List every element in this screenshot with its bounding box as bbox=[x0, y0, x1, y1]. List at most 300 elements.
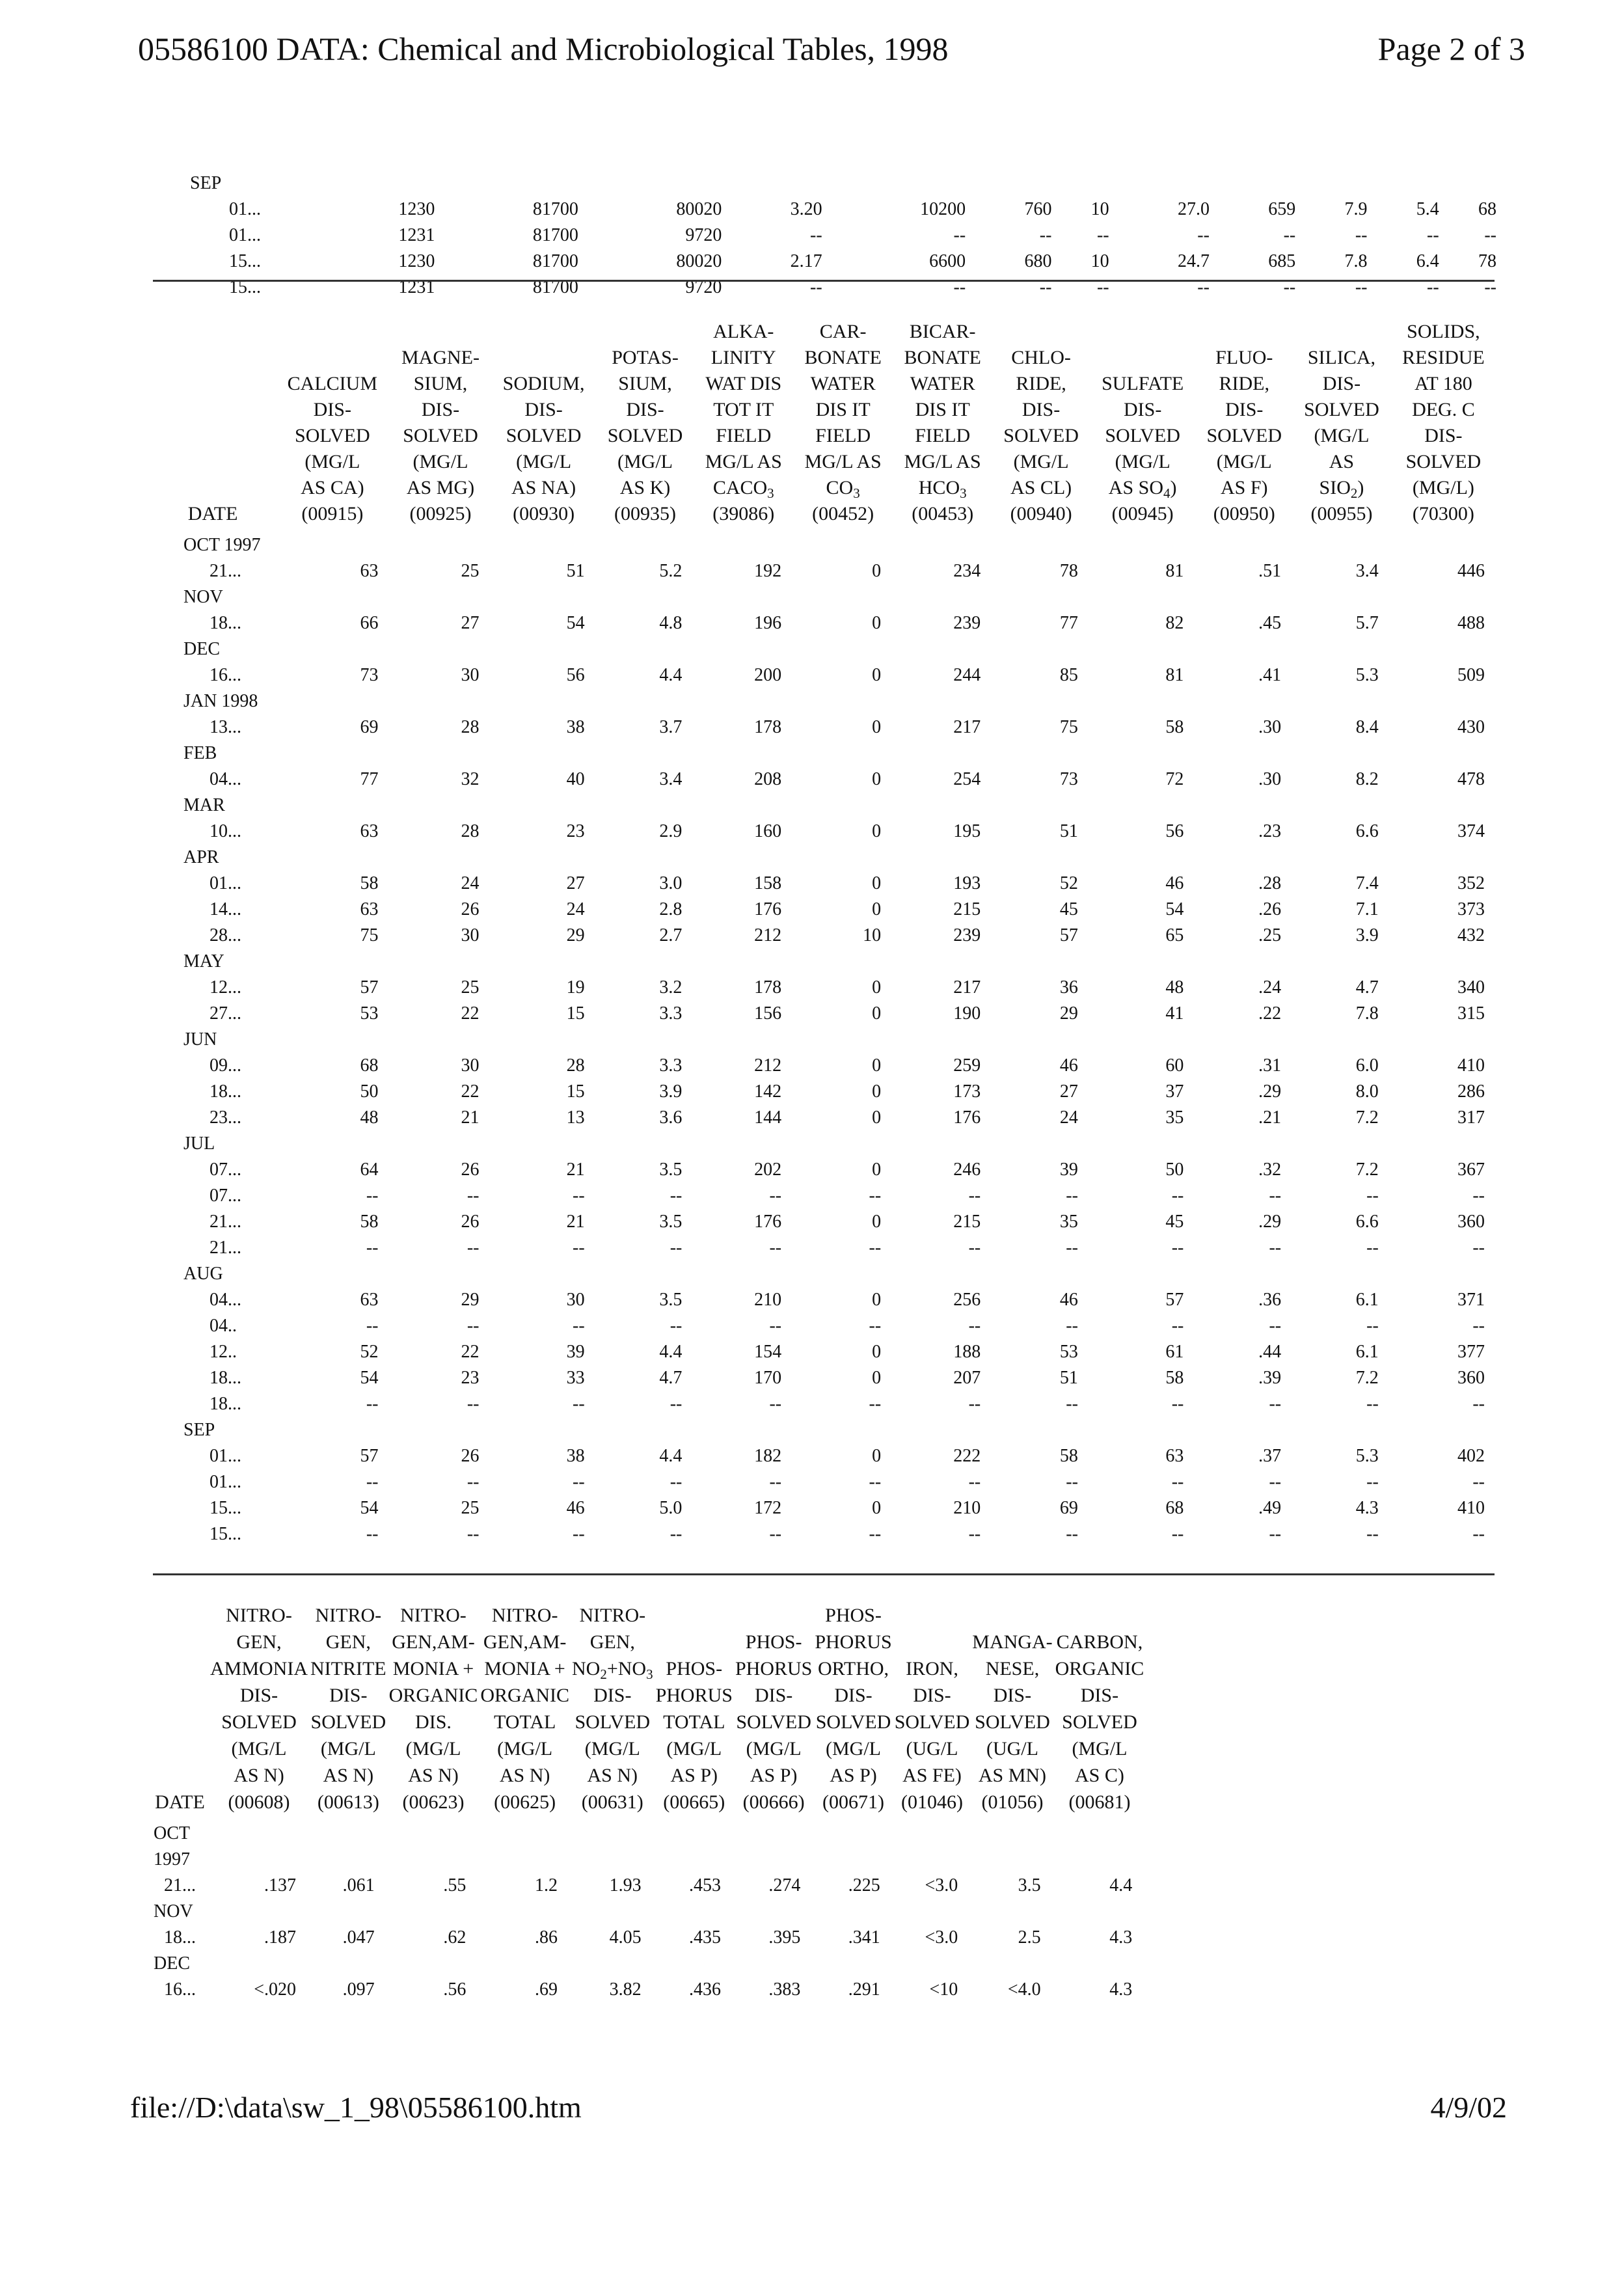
value-cell: -- bbox=[869, 1238, 882, 1258]
value-cell: -- bbox=[1066, 1186, 1078, 1206]
value-cell: <3.0 bbox=[925, 1927, 958, 1948]
column-header bbox=[491, 319, 597, 532]
value-cell: 182 bbox=[754, 1446, 782, 1466]
month-label: FEB bbox=[183, 743, 217, 763]
value-cell: -- bbox=[869, 1472, 882, 1492]
value-cell: .55 bbox=[443, 1875, 467, 1895]
value-cell: .36 bbox=[1258, 1290, 1282, 1310]
date-cell: 18... bbox=[210, 1081, 241, 1102]
value-cell: -- bbox=[1366, 1472, 1379, 1492]
value-cell: 6.4 bbox=[1416, 251, 1439, 271]
value-cell: 51 bbox=[1059, 821, 1078, 841]
value-cell: -- bbox=[1171, 1524, 1184, 1544]
value-cell: 25 bbox=[461, 561, 480, 581]
table-row bbox=[151, 1873, 1145, 1899]
header-line: ALKA- bbox=[713, 321, 774, 342]
month-label: OCT bbox=[154, 1823, 190, 1843]
value-cell: 154 bbox=[754, 1342, 782, 1362]
month-row bbox=[151, 1899, 1145, 1925]
value-cell: 3.5 bbox=[659, 1290, 683, 1310]
header-line: SOLVED bbox=[1003, 425, 1079, 446]
value-cell: 56 bbox=[566, 665, 585, 685]
value-cell: 24 bbox=[566, 899, 585, 919]
value-cell: -- bbox=[670, 1316, 683, 1336]
value-cell: 21 bbox=[566, 1160, 585, 1180]
value-cell: 5.0 bbox=[659, 1498, 683, 1518]
value-cell: .23 bbox=[1258, 821, 1282, 841]
header-line: BONATE bbox=[804, 347, 882, 368]
month-label: JUL bbox=[183, 1134, 215, 1154]
header-line: MANGA- bbox=[972, 1631, 1053, 1653]
header-line: LINITY bbox=[710, 347, 776, 368]
value-cell: .56 bbox=[443, 1979, 467, 2000]
value-cell: .69 bbox=[534, 1979, 558, 2000]
header-line: (MG/L bbox=[1115, 451, 1171, 472]
table-row bbox=[151, 975, 1496, 1001]
month-label: DEC bbox=[183, 639, 220, 659]
month-label: SEP bbox=[183, 1420, 215, 1440]
header-line: PHOS- bbox=[825, 1605, 882, 1626]
value-cell: 22 bbox=[461, 1342, 480, 1362]
header-line: MG/L AS bbox=[705, 451, 782, 472]
column-header bbox=[893, 1602, 971, 1821]
header-line: MONIA + bbox=[484, 1658, 565, 1679]
column-header bbox=[971, 1602, 1053, 1821]
value-cell: 6600 bbox=[929, 251, 966, 271]
value-cell: 30 bbox=[461, 1055, 480, 1076]
value-cell: 75 bbox=[360, 925, 379, 945]
value-cell: 46 bbox=[566, 1498, 585, 1518]
value-cell: 1.93 bbox=[609, 1875, 642, 1895]
value-cell: 22 bbox=[461, 1081, 480, 1102]
value-cell: 63 bbox=[1165, 1446, 1184, 1466]
date-cell: 16... bbox=[210, 665, 241, 685]
header-line: DIS- bbox=[834, 1685, 873, 1706]
value-cell: 144 bbox=[754, 1107, 782, 1128]
header-line: AMMONIA bbox=[210, 1658, 308, 1679]
value-cell: 176 bbox=[953, 1107, 981, 1128]
column-header bbox=[694, 319, 793, 532]
header-line: SOLVED bbox=[1405, 451, 1482, 472]
header-line: RIDE, bbox=[1219, 373, 1269, 394]
value-cell: .453 bbox=[688, 1875, 721, 1895]
value-cell: 3.5 bbox=[659, 1160, 683, 1180]
subscript: 4 bbox=[1163, 485, 1171, 501]
table-row bbox=[151, 197, 1496, 223]
header-line: DIS. bbox=[415, 1711, 452, 1733]
value-cell: .45 bbox=[1258, 613, 1282, 633]
value-cell: -- bbox=[1427, 225, 1439, 245]
value-cell: 5.3 bbox=[1355, 1446, 1379, 1466]
value-cell: 8.2 bbox=[1355, 769, 1379, 789]
value-cell: 10200 bbox=[920, 199, 966, 219]
header-line: AS N) bbox=[323, 1765, 374, 1786]
print-date: 4/9/02 bbox=[1430, 2091, 1507, 2124]
header-line: FLUO- bbox=[1215, 347, 1273, 368]
value-cell: -- bbox=[670, 1394, 683, 1414]
header-line: DIS- bbox=[313, 399, 351, 420]
date-cell: 09... bbox=[210, 1055, 241, 1076]
month-row bbox=[151, 845, 1496, 871]
month-row bbox=[151, 1027, 1496, 1053]
header-line: NITRO- bbox=[579, 1605, 646, 1626]
header-line: SOLVED bbox=[815, 1711, 891, 1733]
value-cell: 5.4 bbox=[1416, 199, 1439, 219]
value-cell: -- bbox=[1283, 277, 1296, 297]
value-cell: 193 bbox=[953, 873, 981, 893]
value-cell: -- bbox=[769, 1524, 782, 1544]
date-cell: 01... bbox=[210, 873, 241, 893]
value-cell: 760 bbox=[1024, 199, 1052, 219]
value-cell: 6.1 bbox=[1355, 1342, 1379, 1362]
value-cell: 3.9 bbox=[659, 1081, 683, 1102]
table-row bbox=[151, 819, 1496, 845]
value-cell: -- bbox=[1171, 1238, 1184, 1258]
value-cell: -- bbox=[1197, 277, 1210, 297]
value-cell: 36 bbox=[1059, 977, 1078, 998]
value-cell: 38 bbox=[566, 1446, 585, 1466]
value-cell: -- bbox=[1472, 1524, 1485, 1544]
table-divider bbox=[153, 1573, 1495, 1575]
value-cell: 63 bbox=[360, 899, 379, 919]
value-cell: -- bbox=[1066, 1394, 1078, 1414]
table-row bbox=[151, 1313, 1496, 1339]
header-line: SOLVED bbox=[506, 425, 582, 446]
value-cell: 195 bbox=[953, 821, 981, 841]
value-cell: 63 bbox=[360, 561, 379, 581]
month-label: APR bbox=[183, 847, 219, 867]
value-cell: 239 bbox=[953, 925, 981, 945]
value-cell: 39 bbox=[1059, 1160, 1078, 1180]
month-row bbox=[151, 584, 1496, 610]
month-row bbox=[151, 688, 1496, 714]
value-cell: -- bbox=[573, 1394, 585, 1414]
value-cell: -- bbox=[1366, 1316, 1379, 1336]
value-cell: 6.0 bbox=[1355, 1055, 1379, 1076]
value-cell: -- bbox=[1484, 225, 1496, 245]
date-cell: 15... bbox=[210, 1524, 241, 1544]
subscript: 3 bbox=[853, 485, 860, 501]
table-row bbox=[151, 1105, 1496, 1131]
header-line: (00671) bbox=[822, 1791, 884, 1813]
value-cell: 58 bbox=[1059, 1446, 1078, 1466]
value-cell: 239 bbox=[953, 613, 981, 633]
header-line: SOLVED bbox=[1304, 399, 1379, 420]
value-cell: .274 bbox=[768, 1875, 801, 1895]
value-cell: -- bbox=[573, 1316, 585, 1336]
value-cell: 659 bbox=[1268, 199, 1296, 219]
value-cell: 3.3 bbox=[659, 1055, 683, 1076]
header-line: (MG/L) bbox=[1412, 477, 1474, 498]
value-cell: 26 bbox=[461, 1446, 480, 1466]
value-cell: 68 bbox=[360, 1055, 379, 1076]
value-cell: 77 bbox=[1059, 613, 1078, 633]
column-header bbox=[151, 1602, 209, 1821]
value-cell: 68 bbox=[1165, 1498, 1184, 1518]
header-line: CAR- bbox=[819, 321, 867, 342]
column-header bbox=[390, 319, 491, 532]
header-line: TOTAL bbox=[493, 1711, 556, 1733]
header-line: RESIDUE bbox=[1402, 347, 1485, 368]
header-line: SOLVED bbox=[894, 1711, 970, 1733]
header-line: SOLVED bbox=[575, 1711, 651, 1733]
value-cell: -- bbox=[467, 1238, 480, 1258]
value-cell: 488 bbox=[1457, 613, 1485, 633]
header-line: AS N) bbox=[587, 1765, 638, 1786]
value-cell: 85 bbox=[1059, 665, 1078, 685]
value-cell: 5.2 bbox=[659, 561, 683, 581]
value-cell: -- bbox=[953, 225, 966, 245]
value-cell: 7.4 bbox=[1355, 873, 1379, 893]
value-cell: 208 bbox=[754, 769, 782, 789]
header-line: BONATE bbox=[904, 347, 981, 368]
header-line: SOLVED bbox=[221, 1711, 297, 1733]
value-cell: 80020 bbox=[676, 251, 722, 271]
value-cell: .061 bbox=[342, 1875, 375, 1895]
table-row bbox=[151, 897, 1496, 923]
value-cell: .49 bbox=[1258, 1498, 1282, 1518]
value-cell: 4.4 bbox=[659, 665, 683, 685]
header-line: MG/L AS bbox=[904, 451, 981, 472]
header-line: DIS- bbox=[993, 1685, 1032, 1706]
date-cell: 12.. bbox=[210, 1342, 237, 1362]
value-cell: 38 bbox=[566, 717, 585, 737]
value-cell: 0 bbox=[872, 899, 882, 919]
column-header bbox=[992, 319, 1090, 532]
value-cell: -- bbox=[467, 1186, 480, 1206]
year-label: 1997 bbox=[154, 1849, 190, 1869]
value-cell: .21 bbox=[1258, 1107, 1282, 1128]
header-line: POTAS- bbox=[612, 347, 679, 368]
value-cell: 35 bbox=[1165, 1107, 1184, 1128]
value-cell: 2.5 bbox=[1018, 1927, 1041, 1948]
month-label: DEC bbox=[154, 1953, 190, 1974]
month-label: NOV bbox=[154, 1901, 193, 1922]
value-cell: 68 bbox=[1478, 199, 1496, 219]
value-cell: -- bbox=[1171, 1186, 1184, 1206]
value-cell: -- bbox=[968, 1186, 981, 1206]
value-cell: 215 bbox=[953, 899, 981, 919]
column-header bbox=[793, 319, 893, 532]
month-row bbox=[151, 1417, 1496, 1443]
table-row bbox=[151, 1469, 1496, 1495]
value-cell: 234 bbox=[953, 561, 981, 581]
month-row bbox=[151, 636, 1496, 662]
table-row bbox=[151, 1391, 1496, 1417]
date-cell: 10... bbox=[210, 821, 241, 841]
value-cell: 340 bbox=[1457, 977, 1485, 998]
value-cell: 5.3 bbox=[1355, 665, 1379, 685]
value-cell: -- bbox=[1427, 277, 1439, 297]
header-line: GEN, bbox=[325, 1631, 371, 1653]
value-cell: -- bbox=[366, 1316, 379, 1336]
value-cell: 57 bbox=[1059, 925, 1078, 945]
value-cell: -- bbox=[1269, 1394, 1282, 1414]
date-cell: 14... bbox=[210, 899, 241, 919]
value-cell: -- bbox=[968, 1472, 981, 1492]
header-line: DIS- bbox=[1424, 425, 1463, 446]
header-line: DIS- bbox=[524, 399, 563, 420]
value-cell: -- bbox=[670, 1524, 683, 1544]
header-line: GEN, bbox=[589, 1631, 635, 1653]
value-cell: 4.4 bbox=[1109, 1875, 1133, 1895]
header-line: (01056) bbox=[981, 1791, 1044, 1813]
value-cell: 69 bbox=[360, 717, 379, 737]
value-cell: 81700 bbox=[532, 251, 578, 271]
header-line: SOLVED bbox=[310, 1711, 386, 1733]
value-cell: -- bbox=[1366, 1186, 1379, 1206]
header-line: (MG/L bbox=[1072, 1738, 1128, 1759]
header-line: AS P) bbox=[750, 1765, 798, 1786]
header-line: (MG/L bbox=[1013, 451, 1069, 472]
value-cell: 7.2 bbox=[1355, 1107, 1379, 1128]
header-line: (00925) bbox=[409, 503, 472, 524]
table-row bbox=[151, 1495, 1496, 1521]
value-cell: 3.5 bbox=[659, 1212, 683, 1232]
column-header bbox=[388, 1602, 480, 1821]
date-cell: 16... bbox=[164, 1979, 196, 2000]
header-line: (MG/L bbox=[304, 451, 360, 472]
column-header bbox=[1293, 319, 1390, 532]
value-cell: 52 bbox=[1059, 873, 1078, 893]
date-cell: 15... bbox=[229, 251, 261, 271]
value-cell: 26 bbox=[461, 1212, 480, 1232]
column-header bbox=[1390, 319, 1496, 532]
value-cell: -- bbox=[1066, 1316, 1078, 1336]
value-cell: 196 bbox=[754, 613, 782, 633]
table-row bbox=[151, 767, 1496, 793]
value-cell: 1231 bbox=[398, 225, 435, 245]
value-cell: 254 bbox=[953, 769, 981, 789]
value-cell: .25 bbox=[1258, 925, 1282, 945]
value-cell: 2.17 bbox=[790, 251, 822, 271]
month-row bbox=[151, 1131, 1496, 1157]
header-line: (00915) bbox=[301, 503, 364, 524]
value-cell: 78 bbox=[1478, 251, 1496, 271]
header-line: (MG/L bbox=[497, 1738, 553, 1759]
value-cell: 4.7 bbox=[1355, 977, 1379, 998]
value-cell: 56 bbox=[1165, 821, 1184, 841]
value-cell: 170 bbox=[754, 1368, 782, 1388]
header-line: AS N) bbox=[408, 1765, 459, 1786]
value-cell: 0 bbox=[872, 769, 882, 789]
value-cell: 60 bbox=[1165, 1055, 1184, 1076]
header-line: (00631) bbox=[581, 1791, 643, 1813]
value-cell: 1231 bbox=[398, 277, 435, 297]
header-line: TOTAL bbox=[663, 1711, 725, 1733]
value-cell: -- bbox=[769, 1472, 782, 1492]
value-cell: 28 bbox=[461, 821, 480, 841]
date-cell: 07... bbox=[210, 1186, 241, 1206]
value-cell: -- bbox=[810, 277, 822, 297]
header-line: AS N) bbox=[234, 1765, 284, 1786]
header-line: DIS- bbox=[1022, 399, 1061, 420]
value-cell: 8.4 bbox=[1355, 717, 1379, 737]
header-line: (00940) bbox=[1010, 503, 1072, 524]
header-line: (MG/L bbox=[584, 1738, 640, 1759]
column-header bbox=[571, 1602, 655, 1821]
date-cell: 21... bbox=[164, 1875, 196, 1895]
column-header bbox=[151, 319, 275, 532]
header-line: MG/L AS bbox=[804, 451, 882, 472]
value-cell: 246 bbox=[953, 1160, 981, 1180]
value-cell: .37 bbox=[1258, 1446, 1282, 1466]
value-cell: -- bbox=[1171, 1472, 1184, 1492]
value-cell: -- bbox=[1066, 1238, 1078, 1258]
value-cell: 410 bbox=[1457, 1498, 1485, 1518]
value-cell: 28 bbox=[566, 1055, 585, 1076]
value-cell: .395 bbox=[768, 1927, 801, 1948]
header-line: (MG/L bbox=[746, 1738, 802, 1759]
value-cell: 33 bbox=[566, 1368, 585, 1388]
value-cell: -- bbox=[869, 1394, 882, 1414]
column-header bbox=[309, 1602, 388, 1821]
header-line: AS FE) bbox=[902, 1765, 962, 1786]
header-line: AS $SO_4$) bbox=[1108, 477, 1177, 501]
value-cell: 7.2 bbox=[1355, 1368, 1379, 1388]
value-cell: 3.0 bbox=[659, 873, 683, 893]
value-cell: 1.2 bbox=[534, 1875, 558, 1895]
date-cell: 01... bbox=[210, 1446, 241, 1466]
value-cell: 29 bbox=[566, 925, 585, 945]
value-cell: -- bbox=[869, 1524, 882, 1544]
column-header bbox=[893, 319, 992, 532]
value-cell: -- bbox=[968, 1394, 981, 1414]
value-cell: 78 bbox=[1059, 561, 1078, 581]
value-cell: 30 bbox=[461, 925, 480, 945]
value-cell: .22 bbox=[1258, 1003, 1282, 1024]
value-cell: 367 bbox=[1457, 1160, 1485, 1180]
value-cell: 207 bbox=[953, 1368, 981, 1388]
header-line: DIS- bbox=[421, 399, 460, 420]
value-cell: 50 bbox=[1165, 1160, 1184, 1180]
value-cell: -- bbox=[1171, 1394, 1184, 1414]
value-cell: 58 bbox=[360, 1212, 379, 1232]
value-cell: 360 bbox=[1457, 1212, 1485, 1232]
value-cell: 27 bbox=[566, 873, 585, 893]
value-cell: 176 bbox=[754, 899, 782, 919]
value-cell: 21 bbox=[566, 1212, 585, 1232]
header-line: DIS- bbox=[1225, 399, 1264, 420]
table-row bbox=[151, 923, 1496, 949]
value-cell: 66 bbox=[360, 613, 379, 633]
table-row bbox=[151, 714, 1496, 740]
value-cell: 685 bbox=[1268, 251, 1296, 271]
date-cell: 18... bbox=[210, 1394, 241, 1414]
value-cell: 61 bbox=[1165, 1342, 1184, 1362]
header-line: AS N) bbox=[499, 1765, 550, 1786]
header-line: (UG/L bbox=[986, 1738, 1038, 1759]
value-cell: 0 bbox=[872, 1368, 882, 1388]
month-row bbox=[151, 1951, 1145, 1977]
value-cell: 190 bbox=[953, 1003, 981, 1024]
table-row bbox=[151, 1235, 1496, 1261]
header-line: AS MN) bbox=[978, 1765, 1047, 1786]
value-cell: 80020 bbox=[676, 199, 722, 219]
header-line: (00625) bbox=[494, 1791, 556, 1813]
year-row bbox=[151, 1847, 1145, 1873]
header-line: $HCO_3$ bbox=[918, 477, 967, 501]
value-cell: 0 bbox=[872, 1290, 882, 1310]
subscript: 3 bbox=[767, 485, 774, 501]
value-cell: 2.9 bbox=[659, 821, 683, 841]
value-cell: 82 bbox=[1165, 613, 1184, 633]
header-line: SOLVED bbox=[1105, 425, 1180, 446]
value-cell: .24 bbox=[1258, 977, 1282, 998]
table-row bbox=[151, 662, 1496, 688]
value-cell: 57 bbox=[1165, 1290, 1184, 1310]
value-cell: 65 bbox=[1165, 925, 1184, 945]
